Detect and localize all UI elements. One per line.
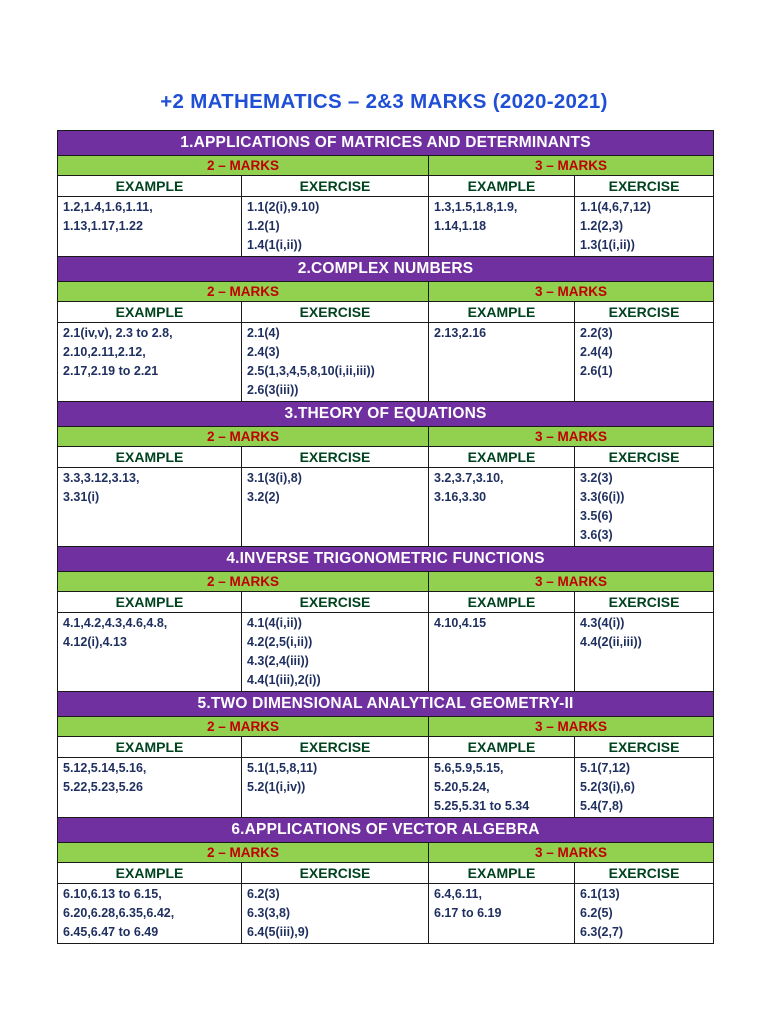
reference-line: 2.6(3(iii)) bbox=[247, 383, 299, 397]
three-marks-example-cell bbox=[429, 884, 575, 944]
three-marks-label: 3 – MARKS bbox=[429, 282, 714, 302]
data-row-2 bbox=[58, 323, 714, 402]
exercise-header: EXERCISE bbox=[242, 737, 429, 758]
section-title-row-6 bbox=[58, 818, 714, 843]
reference-line: 2.17,2.19 to 2.21 bbox=[63, 364, 159, 378]
reference-line: 1.1(4,6,7,12) bbox=[580, 200, 651, 214]
reference-line: 5.4(7,8) bbox=[580, 799, 624, 813]
reference-line: 3.5(6) bbox=[580, 509, 613, 523]
three-marks-label: 3 – MARKS bbox=[429, 427, 714, 447]
reference-line: 5.2(3(i),6) bbox=[580, 780, 635, 794]
example-header: EXAMPLE bbox=[58, 447, 242, 468]
reference-line: 4.3(4(i)) bbox=[580, 616, 625, 630]
column-header-row-3 bbox=[58, 447, 714, 468]
reference-line: 6.2(5) bbox=[580, 906, 613, 920]
two-marks-label: 2 – MARKS bbox=[58, 156, 429, 176]
reference-line: 3.2,3.7,3.10, bbox=[434, 471, 504, 485]
two-marks-exercise-cell bbox=[242, 613, 429, 692]
section-title: 1.APPLICATIONS OF MATRICES AND DETERMINANTS bbox=[58, 131, 714, 156]
two-marks-label: 2 – MARKS bbox=[58, 427, 429, 447]
section-title: 4.INVERSE TRIGONOMETRIC FUNCTIONS bbox=[58, 547, 714, 572]
column-header-row-1 bbox=[58, 176, 714, 197]
reference-line: 4.1(4(i,ii)) bbox=[247, 616, 302, 630]
two-marks-example-cell bbox=[58, 758, 242, 818]
reference-line: 1.3(1(i,ii)) bbox=[580, 238, 635, 252]
three-marks-label: 3 – MARKS bbox=[429, 572, 714, 592]
reference-line: 5.20,5.24, bbox=[434, 780, 490, 794]
reference-line: 6.45,6.47 to 6.49 bbox=[63, 925, 159, 939]
reference-line: 2.2(3) bbox=[580, 326, 613, 340]
reference-line: 6.10,6.13 to 6.15, bbox=[63, 887, 162, 901]
two-marks-label: 2 – MARKS bbox=[58, 843, 429, 863]
section-title-row-3 bbox=[58, 402, 714, 427]
reference-line: 6.2(3) bbox=[247, 887, 280, 901]
example-header: EXAMPLE bbox=[429, 447, 575, 468]
section-title-row-4 bbox=[58, 547, 714, 572]
section-title: 6.APPLICATIONS OF VECTOR ALGEBRA bbox=[58, 818, 714, 843]
three-marks-label: 3 – MARKS bbox=[429, 717, 714, 737]
two-marks-label: 2 – MARKS bbox=[58, 717, 429, 737]
section-title-row-1 bbox=[58, 131, 714, 156]
column-header-row-4 bbox=[58, 592, 714, 613]
three-marks-exercise-cell bbox=[575, 613, 714, 692]
section-title-row-5 bbox=[58, 692, 714, 717]
data-row-1 bbox=[58, 197, 714, 257]
exercise-header: EXERCISE bbox=[242, 302, 429, 323]
reference-line: 6.17 to 6.19 bbox=[434, 906, 502, 920]
reference-line: 5.22,5.23,5.26 bbox=[63, 780, 143, 794]
three-marks-example-cell bbox=[429, 197, 575, 257]
column-header-row-6 bbox=[58, 863, 714, 884]
exercise-header: EXERCISE bbox=[575, 176, 714, 197]
reference-line: 6.3(3,8) bbox=[247, 906, 291, 920]
exercise-header: EXERCISE bbox=[242, 447, 429, 468]
reference-line: 1.2,1.4,1.6,1.11, bbox=[63, 200, 153, 214]
three-marks-example-cell bbox=[429, 758, 575, 818]
column-header-row-5 bbox=[58, 737, 714, 758]
two-marks-exercise-cell bbox=[242, 468, 429, 547]
marks-header-row-5 bbox=[58, 717, 714, 737]
marks-header-row-3 bbox=[58, 427, 714, 447]
example-header: EXAMPLE bbox=[58, 863, 242, 884]
marks-table bbox=[57, 130, 714, 944]
reference-line: 1.2(1) bbox=[247, 219, 280, 233]
marks-header-row-4 bbox=[58, 572, 714, 592]
marks-header-row-2 bbox=[58, 282, 714, 302]
reference-line: 6.1(13) bbox=[580, 887, 620, 901]
reference-line: 5.1(1,5,8,11) bbox=[247, 761, 318, 775]
reference-line: 2.4(4) bbox=[580, 345, 613, 359]
reference-line: 4.1,4.2,4.3,4.6,4.8, bbox=[63, 616, 168, 630]
reference-line: 6.20,6.28,6.35,6.42, bbox=[63, 906, 175, 920]
exercise-header: EXERCISE bbox=[575, 302, 714, 323]
exercise-header: EXERCISE bbox=[575, 737, 714, 758]
section-title: 5.TWO DIMENSIONAL ANALYTICAL GEOMETRY-II bbox=[58, 692, 714, 717]
section-title-row-2 bbox=[58, 257, 714, 282]
reference-line: 3.6(3) bbox=[580, 528, 613, 542]
example-header: EXAMPLE bbox=[58, 176, 242, 197]
reference-line: 4.2(2,5(i,ii)) bbox=[247, 635, 313, 649]
column-header-row-2 bbox=[58, 302, 714, 323]
data-row-4 bbox=[58, 613, 714, 692]
reference-line: 4.4(2(ii,iii)) bbox=[580, 635, 642, 649]
reference-line: 1.3,1.5,1.8,1.9, bbox=[434, 200, 518, 214]
three-marks-label: 3 – MARKS bbox=[429, 156, 714, 176]
reference-line: 1.4(1(i,ii)) bbox=[247, 238, 302, 252]
three-marks-exercise-cell bbox=[575, 323, 714, 402]
reference-line: 6.4,6.11, bbox=[434, 887, 482, 901]
reference-line: 4.12(i),4.13 bbox=[63, 635, 127, 649]
two-marks-example-cell bbox=[58, 884, 242, 944]
three-marks-exercise-cell bbox=[575, 468, 714, 547]
exercise-header: EXERCISE bbox=[242, 176, 429, 197]
example-header: EXAMPLE bbox=[58, 302, 242, 323]
section-title: 3.THEORY OF EQUATIONS bbox=[58, 402, 714, 427]
reference-line: 1.2(2,3) bbox=[580, 219, 624, 233]
exercise-header: EXERCISE bbox=[575, 447, 714, 468]
reference-line: 5.6,5.9,5.15, bbox=[434, 761, 504, 775]
reference-line: 3.31(i) bbox=[63, 490, 100, 504]
page-title: +2 MATHEMATICS – 2&3 MARKS (2020-2021) bbox=[160, 90, 608, 113]
marks-header-row-6 bbox=[58, 843, 714, 863]
reference-line: 4.3(2,4(iii)) bbox=[247, 654, 309, 668]
exercise-header: EXERCISE bbox=[242, 592, 429, 613]
two-marks-example-cell bbox=[58, 613, 242, 692]
marks-table-body bbox=[58, 131, 714, 944]
three-marks-example-cell bbox=[429, 323, 575, 402]
marks-header-row-1 bbox=[58, 156, 714, 176]
two-marks-label: 2 – MARKS bbox=[58, 572, 429, 592]
reference-line: 5.12,5.14,5.16, bbox=[63, 761, 147, 775]
two-marks-example-cell bbox=[58, 197, 242, 257]
reference-line: 1.14,1.18 bbox=[434, 219, 487, 233]
two-marks-exercise-cell bbox=[242, 884, 429, 944]
reference-line: 2.1(iv,v), 2.3 to 2.8, bbox=[63, 326, 173, 340]
exercise-header: EXERCISE bbox=[575, 592, 714, 613]
reference-line: 3.16,3.30 bbox=[434, 490, 487, 504]
example-header: EXAMPLE bbox=[429, 592, 575, 613]
reference-line: 5.1(7,12) bbox=[580, 761, 631, 775]
three-marks-label: 3 – MARKS bbox=[429, 843, 714, 863]
three-marks-exercise-cell bbox=[575, 884, 714, 944]
reference-line: 6.4(5(iii),9) bbox=[247, 925, 309, 939]
three-marks-example-cell bbox=[429, 613, 575, 692]
two-marks-example-cell bbox=[58, 323, 242, 402]
two-marks-exercise-cell bbox=[242, 197, 429, 257]
reference-line: 2.6(1) bbox=[580, 364, 613, 378]
data-row-5 bbox=[58, 758, 714, 818]
reference-line: 3.3(6(i)) bbox=[580, 490, 625, 504]
exercise-header: EXERCISE bbox=[575, 863, 714, 884]
reference-line: 2.13,2.16 bbox=[434, 326, 487, 340]
three-marks-exercise-cell bbox=[575, 197, 714, 257]
reference-line: 6.3(2,7) bbox=[580, 925, 624, 939]
reference-line: 3.2(3) bbox=[580, 471, 613, 485]
example-header: EXAMPLE bbox=[429, 302, 575, 323]
three-marks-example-cell bbox=[429, 468, 575, 547]
example-header: EXAMPLE bbox=[429, 737, 575, 758]
section-title: 2.COMPLEX NUMBERS bbox=[58, 257, 714, 282]
reference-line: 2.1(4) bbox=[247, 326, 280, 340]
data-row-3 bbox=[58, 468, 714, 547]
two-marks-example-cell bbox=[58, 468, 242, 547]
reference-line: 3.1(3(i),8) bbox=[247, 471, 302, 485]
three-marks-exercise-cell bbox=[575, 758, 714, 818]
reference-line: 1.1(2(i),9.10) bbox=[247, 200, 320, 214]
reference-line: 2.5(1,3,4,5,8,10(i,ii,iii)) bbox=[247, 364, 375, 378]
example-header: EXAMPLE bbox=[58, 737, 242, 758]
reference-line: 5.25,5.31 to 5.34 bbox=[434, 799, 530, 813]
reference-line: 2.10,2.11,2.12, bbox=[63, 345, 146, 359]
two-marks-exercise-cell bbox=[242, 323, 429, 402]
two-marks-label: 2 – MARKS bbox=[58, 282, 429, 302]
reference-line: 4.4(1(iii),2(i)) bbox=[247, 673, 321, 687]
two-marks-exercise-cell bbox=[242, 758, 429, 818]
example-header: EXAMPLE bbox=[429, 863, 575, 884]
reference-line: 3.3,3.12,3.13, bbox=[63, 471, 140, 485]
reference-line: 3.2(2) bbox=[247, 490, 280, 504]
reference-line: 5.2(1(i,iv)) bbox=[247, 780, 306, 794]
reference-line: 2.4(3) bbox=[247, 345, 280, 359]
exercise-header: EXERCISE bbox=[242, 863, 429, 884]
data-row-6 bbox=[58, 884, 714, 944]
example-header: EXAMPLE bbox=[429, 176, 575, 197]
reference-line: 1.13,1.17,1.22 bbox=[63, 219, 143, 233]
reference-line: 4.10,4.15 bbox=[434, 616, 487, 630]
example-header: EXAMPLE bbox=[58, 592, 242, 613]
